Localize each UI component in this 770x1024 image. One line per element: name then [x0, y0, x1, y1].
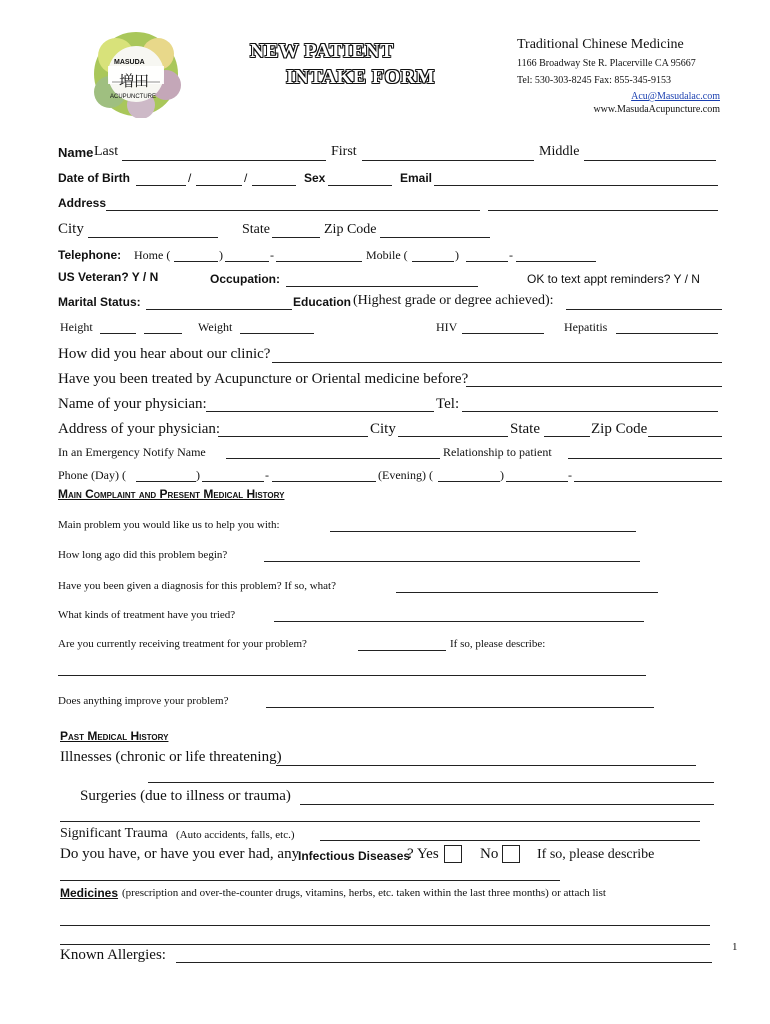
- trauma-label: Significant Trauma: [60, 826, 168, 841]
- past-history-heading: Past Medical History: [60, 729, 169, 743]
- home-number-field[interactable]: [276, 261, 362, 262]
- infectious-diseases-label: Infectious Diseases: [298, 849, 411, 863]
- middle-name-field[interactable]: [584, 160, 716, 161]
- physician-tel-label: Tel:: [436, 396, 460, 412]
- physician-city-label: City: [370, 421, 396, 437]
- referral-question: How did you hear about our clinic?: [58, 346, 271, 362]
- infectious-yes-label: ? Yes: [407, 846, 439, 862]
- problem-onset-question: How long ago did this problem begin?: [58, 549, 228, 561]
- mobile-dash: -: [509, 248, 513, 262]
- dob-slash-2: /: [244, 171, 248, 185]
- evening-area-code-field[interactable]: [438, 481, 500, 482]
- hiv-field[interactable]: [462, 333, 544, 334]
- state-label: State: [242, 222, 270, 237]
- height-feet-field[interactable]: [100, 333, 136, 334]
- treatments-tried-question: What kinds of treatment have you tried?: [58, 609, 236, 621]
- mobile-paren-close: ): [455, 248, 459, 262]
- form-title-line2: INTAKE FORM: [286, 66, 436, 88]
- hiv-label: HIV: [436, 320, 458, 334]
- evening-number-field[interactable]: [574, 481, 722, 482]
- trauma-note: (Auto accidents, falls, etc.): [176, 829, 295, 841]
- trauma-field[interactable]: [320, 840, 700, 841]
- current-treatment-description-field[interactable]: [58, 675, 646, 676]
- evening-prefix-field[interactable]: [506, 481, 568, 482]
- first-label: First: [331, 144, 357, 159]
- logo-bottom-text: ACUPUNCTURE: [110, 94, 157, 100]
- form-title-line1: NEW PATIENT: [250, 40, 394, 62]
- relationship-field[interactable]: [568, 458, 722, 459]
- illnesses-field-2[interactable]: [148, 782, 714, 783]
- logo-top-text: MASUDA: [114, 59, 145, 66]
- physician-city-field[interactable]: [398, 436, 508, 437]
- relationship-label: Relationship to patient: [443, 445, 552, 459]
- telephone-label: Telephone:: [58, 248, 122, 262]
- clinic-name: Traditional Chinese Medicine: [517, 37, 684, 52]
- clinic-website: www.MasudaAcupuncture.com: [593, 104, 720, 115]
- weight-field[interactable]: [240, 333, 314, 334]
- physician-state-label: State: [510, 421, 540, 437]
- diagnosis-field[interactable]: [396, 592, 658, 593]
- dob-month-field[interactable]: [136, 185, 186, 186]
- education-field[interactable]: [566, 309, 722, 310]
- prior-treatment-field[interactable]: [466, 386, 722, 387]
- physician-label: Name of your physician:: [58, 396, 207, 412]
- clinic-phones: Tel: 530-303-8245 Fax: 855-345-9153: [517, 75, 672, 86]
- infectious-describe-label: If so, please describe: [537, 847, 655, 862]
- first-name-field[interactable]: [362, 160, 534, 161]
- hepatitis-label: Hepatitis: [564, 320, 608, 334]
- infectious-no-label: No: [480, 846, 499, 862]
- home-dash: -: [270, 248, 274, 262]
- current-treatment-describe: If so, please describe:: [450, 638, 546, 650]
- surgeries-field-1[interactable]: [300, 804, 714, 805]
- medicines-field-1[interactable]: [60, 925, 710, 926]
- surgeries-field-2[interactable]: [60, 821, 700, 822]
- home-area-code-field[interactable]: [174, 261, 218, 262]
- physician-state-field[interactable]: [544, 436, 590, 437]
- physician-address-label: Address of your physician:: [58, 421, 221, 437]
- mobile-area-code-field[interactable]: [412, 261, 454, 262]
- main-complaint-heading: Main Complaint and Present Medical History: [58, 487, 285, 501]
- day-paren-close: ): [196, 468, 200, 482]
- page-number: 1: [732, 941, 738, 953]
- home-paren-close: ): [219, 248, 223, 262]
- physician-zip-label: Zip Code: [591, 421, 648, 437]
- height-inches-field[interactable]: [144, 333, 182, 334]
- surgeries-label: Surgeries (due to illness or trauma): [80, 788, 291, 804]
- day-number-field[interactable]: [272, 481, 376, 482]
- logo-kanji: 増田: [119, 74, 150, 90]
- physician-address-field[interactable]: [218, 436, 368, 437]
- prior-treatment-question: Have you been treated by Acupuncture or Oriental medicine before?: [58, 371, 469, 387]
- education-note: (Highest grade or degree achieved):: [353, 293, 554, 308]
- last-name-field[interactable]: [122, 160, 326, 161]
- city-field[interactable]: [88, 237, 218, 238]
- emergency-contact-label: In an Emergency Notify Name: [58, 445, 206, 459]
- infectious-question-prefix: Do you have, or have you ever had, any: [60, 846, 300, 862]
- mobile-number-field[interactable]: [516, 261, 596, 262]
- marital-status-field[interactable]: [146, 309, 292, 310]
- clinic-email-link[interactable]: Acu@Masudalac.com: [631, 91, 720, 102]
- improvement-field[interactable]: [266, 707, 654, 708]
- text-reminders-option[interactable]: OK to text appt reminders? Y / N: [527, 272, 700, 286]
- middle-label: Middle: [539, 144, 580, 159]
- home-phone-label: Home (: [134, 248, 171, 262]
- problem-onset-field[interactable]: [264, 561, 640, 562]
- dob-year-field[interactable]: [252, 185, 296, 186]
- veteran-label[interactable]: US Veteran? Y / N: [58, 270, 159, 284]
- clinic-address: 1166 Broadway Ste R. Placerville CA 95667: [517, 58, 696, 69]
- day-prefix-field[interactable]: [202, 481, 264, 482]
- sex-field[interactable]: [328, 185, 392, 186]
- medicines-field-2[interactable]: [60, 944, 710, 945]
- last-label: Last: [94, 144, 119, 159]
- infectious-yes-checkbox[interactable]: [444, 845, 462, 863]
- allergies-label: Known Allergies:: [60, 947, 166, 963]
- physician-zip-field[interactable]: [648, 436, 722, 437]
- diagnosis-question: Have you been given a diagnosis for this problem? If so, what?: [58, 580, 336, 592]
- main-problem-question: Main problem you would like us to help you with:: [58, 519, 280, 531]
- mobile-prefix-field[interactable]: [466, 261, 508, 262]
- day-dash: -: [265, 468, 269, 482]
- illnesses-label: Illnesses (chronic or life threatening): [60, 749, 282, 765]
- illnesses-field-1[interactable]: [276, 765, 696, 766]
- dob-label: Date of Birth: [58, 171, 130, 185]
- hepatitis-field[interactable]: [616, 333, 718, 334]
- physician-tel-field[interactable]: [462, 411, 718, 412]
- height-label: Height: [60, 320, 93, 334]
- address-field-1[interactable]: [106, 210, 480, 211]
- home-prefix-field[interactable]: [225, 261, 269, 262]
- infectious-description-field[interactable]: [60, 880, 560, 881]
- state-field[interactable]: [272, 237, 320, 238]
- emergency-contact-field[interactable]: [226, 458, 440, 459]
- address-field-2[interactable]: [488, 210, 718, 211]
- name-label: Name: [58, 145, 94, 160]
- medicines-note: (prescription and over-the-counter drugs, vitamins, herbs, etc. taken within the last three months) or attach list: [122, 887, 606, 899]
- day-area-code-field[interactable]: [136, 481, 196, 482]
- occupation-field[interactable]: [286, 286, 478, 287]
- current-treatment-question: Are you currently receiving treatment for your problem?: [58, 638, 307, 650]
- treatments-tried-field[interactable]: [274, 621, 644, 622]
- dob-slash-1: /: [188, 171, 192, 185]
- dob-day-field[interactable]: [196, 185, 242, 186]
- city-label: City: [58, 221, 84, 237]
- allergies-field[interactable]: [176, 962, 712, 963]
- address-label: Address: [58, 196, 107, 210]
- education-label: Education: [293, 295, 352, 309]
- day-phone-label: Phone (Day) (: [58, 468, 126, 482]
- marital-status-label: Marital Status:: [58, 295, 141, 309]
- email-label: Email: [400, 171, 433, 185]
- sex-label: Sex: [304, 171, 326, 185]
- physician-name-field[interactable]: [206, 411, 434, 412]
- mobile-phone-label: Mobile (: [366, 248, 408, 262]
- evening-phone-label: (Evening) (: [378, 468, 433, 482]
- improvement-question: Does anything improve your problem?: [58, 695, 229, 707]
- infectious-no-checkbox[interactable]: [502, 845, 520, 863]
- referral-field[interactable]: [272, 362, 722, 363]
- evening-dash: -: [568, 468, 572, 482]
- weight-label: Weight: [198, 320, 233, 334]
- current-treatment-field[interactable]: [358, 650, 446, 651]
- medicines-label: Medicines: [60, 886, 119, 900]
- zip-label: Zip Code: [324, 222, 377, 237]
- email-field[interactable]: [434, 185, 718, 186]
- zip-field[interactable]: [380, 237, 490, 238]
- main-problem-field[interactable]: [330, 531, 636, 532]
- occupation-label: Occupation:: [210, 272, 281, 286]
- evening-paren-close: ): [500, 468, 504, 482]
